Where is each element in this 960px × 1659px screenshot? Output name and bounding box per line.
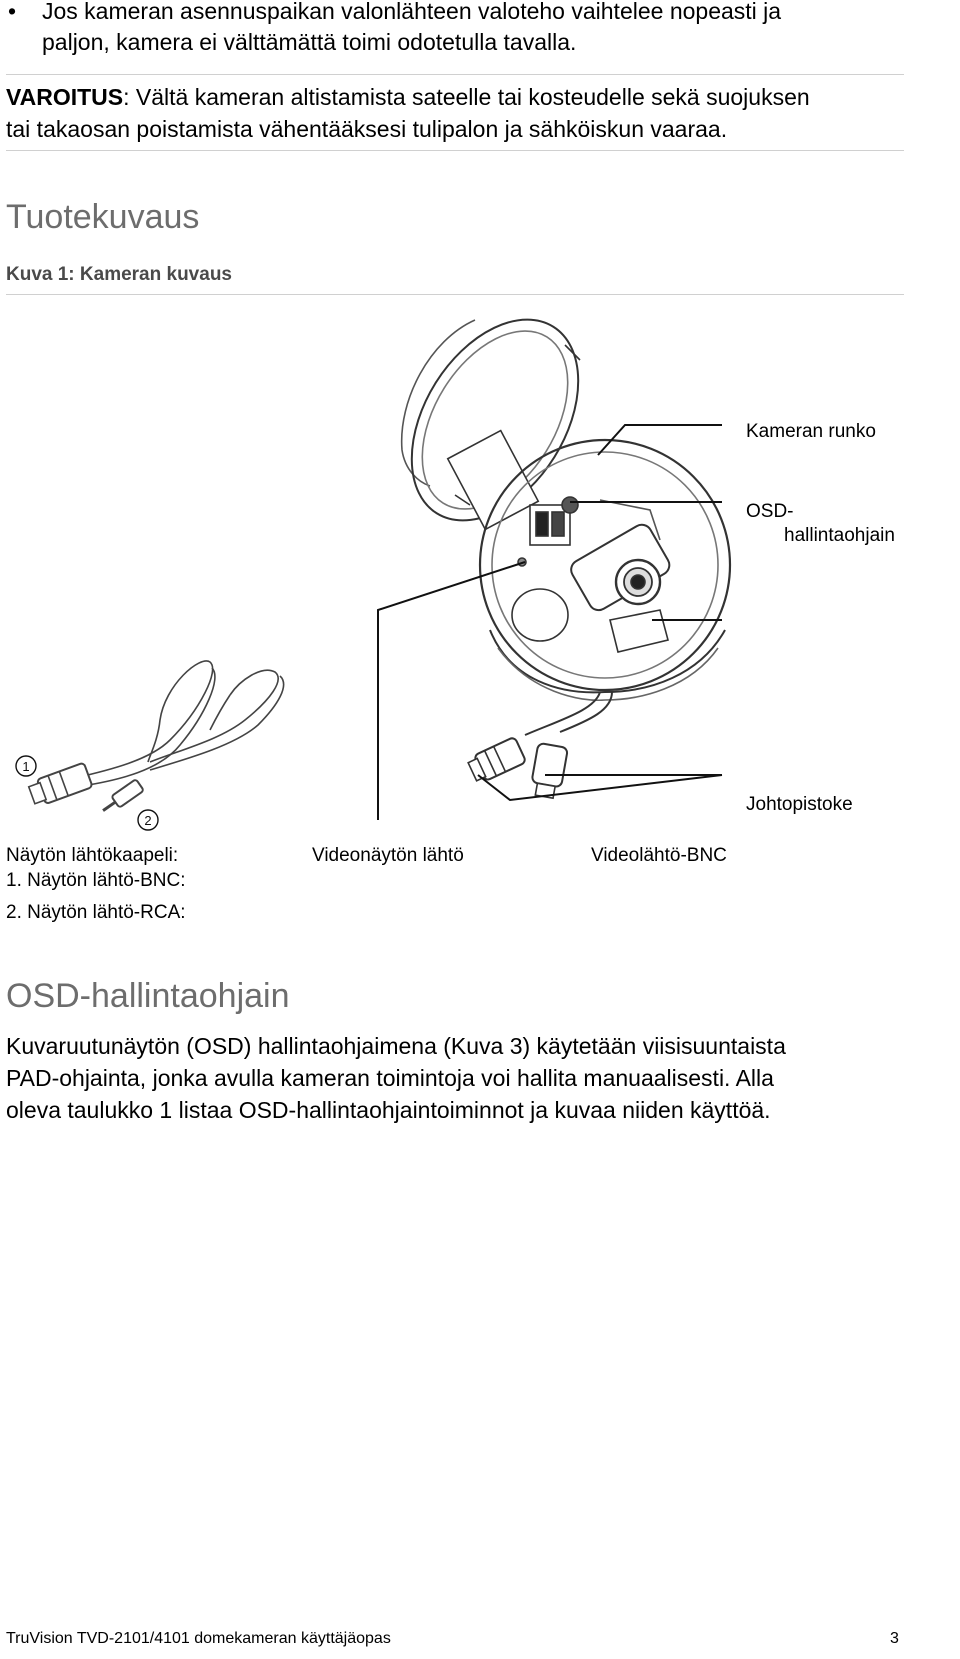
monitor-cable-icon bbox=[27, 661, 283, 816]
figure-caption: Kuva 1: Kameran kuvaus bbox=[6, 264, 232, 285]
divider-warning bbox=[6, 150, 904, 151]
footer-doc-title: TruVision TVD-2101/4101 domekameran käyttäjäopas bbox=[6, 1630, 391, 1647]
bullet-text-line1: Jos kameran asennuspaikan valonlähteen valoteho vaihtelee nopeasti ja bbox=[42, 0, 782, 24]
bullet-text-line2: paljon, kamera ei välttämättä toimi odotetulla tavalla. bbox=[42, 29, 577, 55]
osd-paragraph-line1: Kuvaruutunäytön (OSD) hallintaohjaimena (Kuva 3) käytetään viisisuuntaista bbox=[6, 1033, 786, 1059]
dome-cover-icon bbox=[377, 300, 612, 550]
label-monitor-cable: Näytön lähtökaapeli: bbox=[6, 845, 179, 866]
warning-line1 bbox=[6, 82, 810, 113]
label-video-out-bnc: Videolähtö-BNC bbox=[591, 845, 727, 866]
warning-line2: tai takaosan poistamista vähentääksesi tulipalon ja sähköiskun vaaraa. bbox=[6, 116, 728, 142]
label-video-monitor-out: Videonäytön lähtö bbox=[312, 845, 464, 866]
camera-figure bbox=[0, 300, 960, 840]
warning-text-1: : Vältä kameran altistamista sateelle tai kosteudelle sekä suojuksen bbox=[123, 84, 810, 110]
callout-1-text: 1 bbox=[22, 759, 30, 774]
bullet-symbol: • bbox=[8, 0, 17, 24]
callout-2-text: 2 bbox=[144, 813, 152, 828]
label-camera-body: Kameran runko bbox=[746, 421, 876, 442]
label-monitor-bnc: 1. Näytön lähtö-BNC: bbox=[6, 870, 186, 891]
label-osd-line1: OSD- bbox=[746, 501, 794, 522]
callout-2-icon bbox=[138, 810, 158, 830]
callout-1-icon bbox=[16, 756, 36, 776]
footer-page-number: 3 bbox=[890, 1630, 899, 1647]
section-title-osd: OSD-hallintaohjain bbox=[6, 977, 290, 1015]
divider-caption bbox=[6, 294, 904, 295]
section-title-tuotekuvaus: Tuotekuvaus bbox=[6, 198, 200, 236]
label-osd-line2: hallintaohjain bbox=[784, 525, 895, 546]
label-monitor-rca: 2. Näytön lähtö-RCA: bbox=[6, 902, 186, 923]
osd-paragraph-line3: oleva taulukko 1 listaa OSD-hallintaohjaintoiminnot ja kuvaa niiden käyttöä. bbox=[6, 1097, 771, 1123]
label-connector: Johtopistoke bbox=[746, 794, 853, 815]
warning-label: VAROITUS bbox=[6, 84, 124, 110]
osd-paragraph-line2: PAD-ohjainta, jonka avulla kameran toimintoja voi hallita manuaalisesti. Alla bbox=[6, 1065, 774, 1091]
divider-top bbox=[6, 74, 904, 75]
